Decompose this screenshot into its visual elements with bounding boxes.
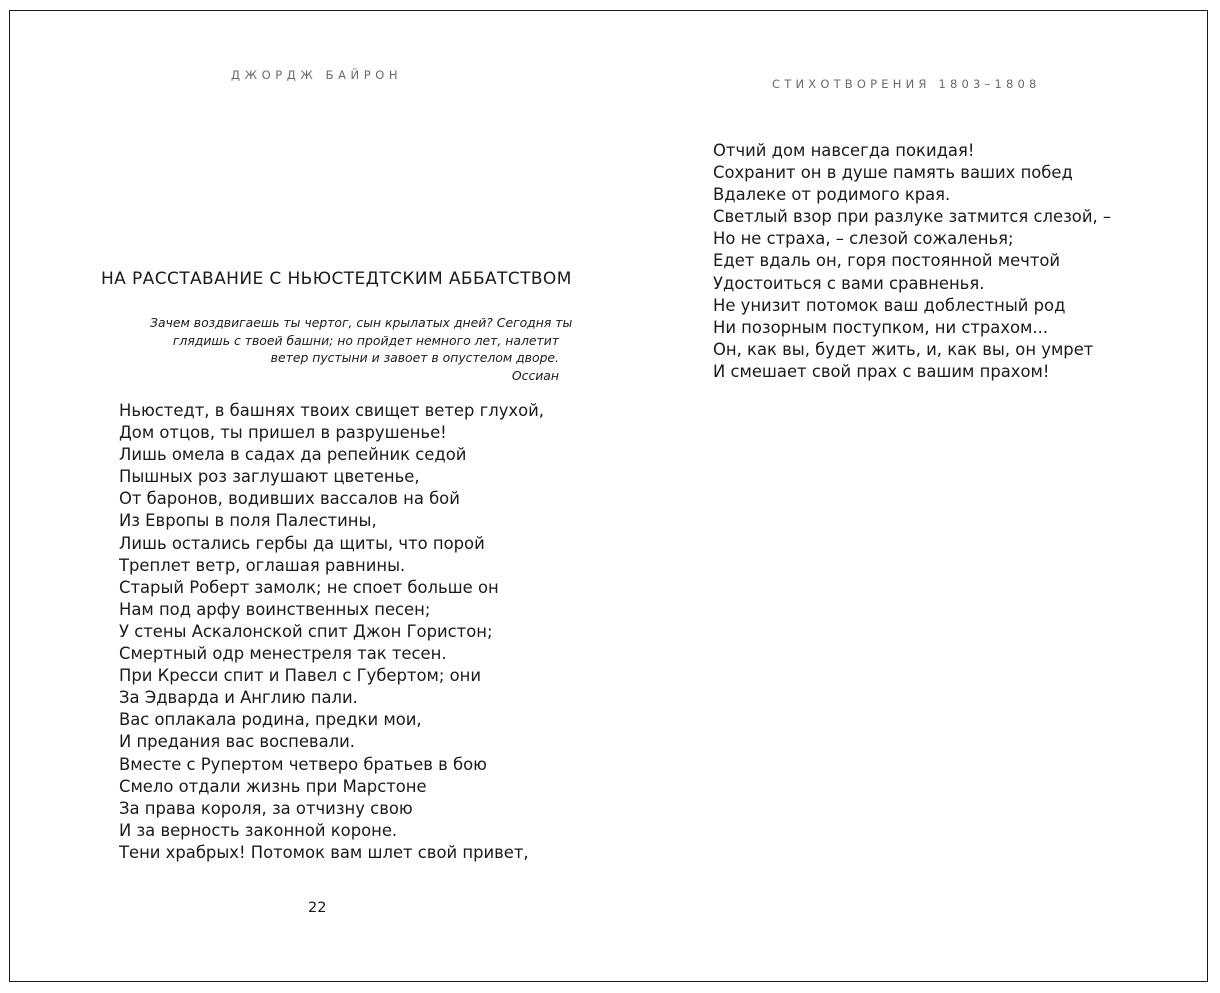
verse-line: Старый Роберт замолк; не споет больше он (119, 577, 499, 597)
verse-line: Треплет ветр, оглашая равнины. (119, 555, 406, 575)
left-page (10, 11, 610, 981)
verse-line: Дом отцов, ты пришел в разрушенье! (119, 423, 447, 443)
verse-line: Вдалеке от родимого края. (713, 185, 951, 205)
verse-line: Лишь омела в садах да репейник седой (119, 445, 467, 465)
verse-line: Вместе с Рупертом четверо братьев в бою (119, 754, 487, 774)
verse-right (713, 140, 1111, 383)
verse-line: Ни позорным поступком, ни страхом... (713, 317, 1049, 337)
verse-line: За права короля, за отчизну свою (119, 798, 413, 818)
verse-left (119, 400, 544, 864)
page-number: 22 (308, 900, 327, 916)
verse-line: При Кресси спит и Павел с Губертом; они (119, 666, 481, 686)
running-head-collection: СТИХОТВОРЕНИЯ 1803–1808 (772, 77, 1041, 91)
poem-title: НА РАССТАВАНИЕ С НЬЮСТЕДТСКИМ АББАТСТВОМ (101, 269, 572, 289)
verse-line: Но не страха, – слезой сожаленья; (713, 229, 1014, 249)
running-head-author: ДЖОРДЖ БАЙРОН (231, 68, 403, 82)
epigraph-line: глядишь с твоей башни; но пройдет немного лет, налетит (172, 332, 559, 348)
verse-line: Не унизит потомок ваш доблестный род (713, 295, 1066, 315)
verse-line: И за верность законной короне. (119, 820, 398, 840)
verse-line: И предания вас воспевали. (119, 732, 355, 752)
verse-line: Ньюстедт, в башнях твоих свищет ветер глухой, (119, 401, 545, 420)
epigraph-line: ветер пустыни и завоет в опустелом дворе. (270, 350, 559, 365)
verse-line: У стены Аскалонской спит Джон Гористон; (119, 621, 493, 641)
epigraph-line: Зачем воздвигаешь ты чертог, сын крылатых дней? Сегодня ты (150, 315, 573, 330)
verse-line: Из Европы в поля Палестины, (119, 511, 377, 531)
verse-line: Тени храбрых! Потомок вам шлет свой привет, (119, 842, 529, 862)
verse-line: Едет вдаль он, горя постоянной мечтой (713, 251, 1061, 271)
verse-line: И смешает свой прах с вашим прахом! (713, 361, 1050, 381)
verse-line: Сохранит он в душе память ваших побед (713, 163, 1073, 183)
book-spread (9, 10, 1208, 982)
epigraph-author: Оссиан (511, 367, 559, 383)
epigraph (150, 314, 573, 384)
verse-line: Нам под арфу воинственных песен; (119, 599, 431, 619)
verse-line: Смело отдали жизнь при Марстоне (119, 776, 427, 796)
verse-line: Вас оплакала родина, предки мои, (119, 710, 422, 730)
verse-line: Отчий дом навсегда покидая! (713, 141, 975, 160)
right-page (610, 11, 1209, 981)
verse-line: Смертный одр менестреля так тесен. (119, 644, 447, 664)
verse-line: От баронов, водивших вассалов на бой (119, 489, 460, 509)
verse-line: Лишь остались гербы да щиты, что порой (119, 533, 485, 553)
verse-line: Пышных роз заглушают цветенье, (119, 467, 420, 487)
verse-line: За Эдварда и Англию пали. (119, 688, 358, 708)
verse-line: Светлый взор при разлуке затмится слезой, – (713, 207, 1112, 227)
verse-line: Он, как вы, будет жить, и, как вы, он умрет (713, 339, 1094, 359)
verse-line: Удостоиться с вами сравненья. (713, 273, 985, 293)
